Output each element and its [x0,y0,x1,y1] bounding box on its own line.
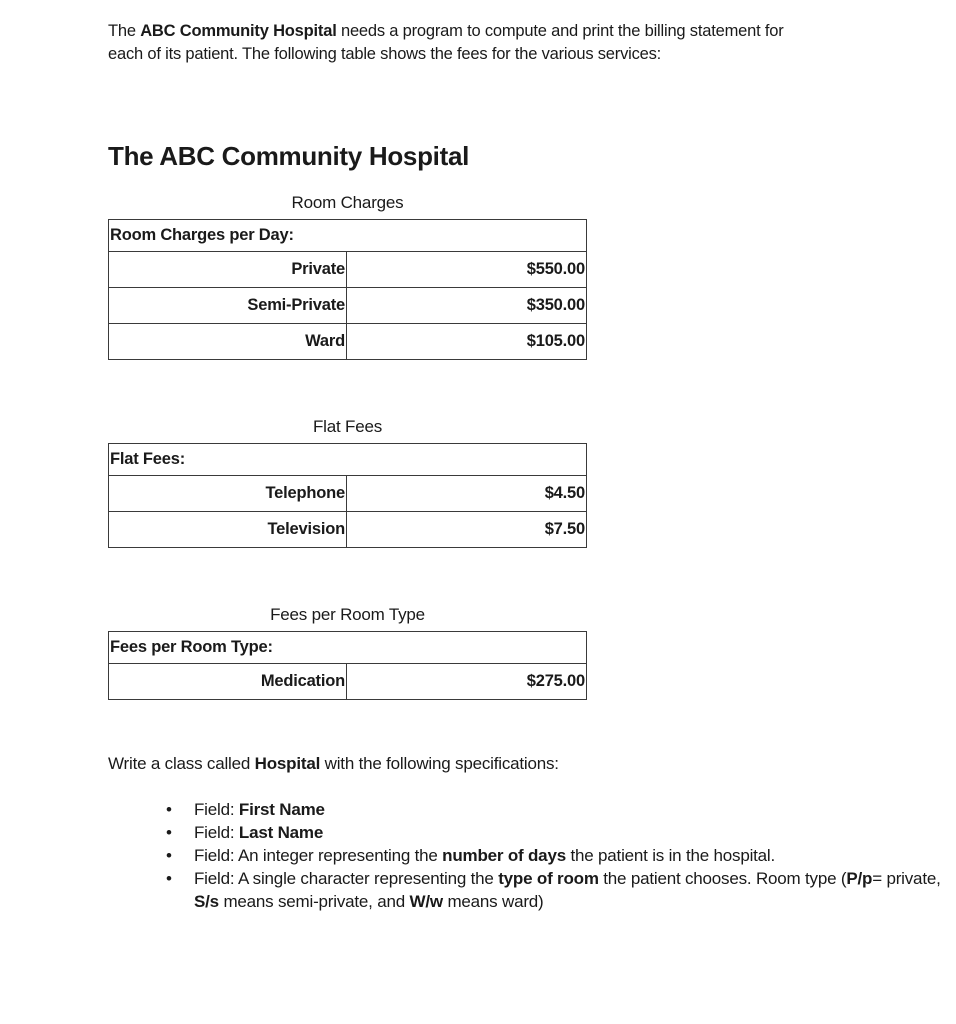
spec-intro-text-1: Write a class called [108,754,255,773]
room-charges-header: Room Charges per Day: [109,220,587,252]
bullet-icon: • [166,800,172,819]
bullet-icon: • [166,846,172,865]
room-rate-value: $350.00 [347,288,587,324]
page-title: The ABC Community Hospital [108,141,470,171]
flat-fees-caption: Flat Fees [312,417,383,436]
fee-value: $7.50 [347,512,587,548]
table-row [109,664,587,700]
bullet-icon: • [166,869,172,888]
list-item [166,821,954,844]
spec-item-bold: number of days [442,846,566,865]
bullet-icon: • [166,823,172,842]
list-item [166,867,954,913]
intro-paragraph [108,20,808,66]
spec-intro-text-2: with the following specifications: [320,754,559,773]
room-type-fees-table [108,631,587,700]
intro-text-1: The [108,22,141,40]
fee-label: Medication [109,664,347,700]
table-header-row [109,220,587,252]
intro-text-2: needs a program to compute and print the billing statement for each of its patient. The following table shows the fees for the various services: [108,22,784,63]
room-type-label: Ward [109,324,347,360]
spec-item-text: the patient chooses. Room type ( [598,869,847,888]
spec-item-bold: P/p [846,869,873,888]
table-row [109,288,587,324]
fee-value: $275.00 [347,664,587,700]
room-type-fees-header: Fees per Room Type: [109,632,587,664]
room-charges-table [108,219,587,360]
flat-fees-table [108,443,587,548]
room-type-label: Semi-Private [109,288,347,324]
room-charges-caption: Room Charges [291,193,404,212]
room-rate-value: $105.00 [347,324,587,360]
fee-label: Television [109,512,347,548]
room-type-label: Private [109,252,347,288]
fee-label: Telephone [109,476,347,512]
spec-intro [108,752,559,775]
intro-hospital-name: ABC Community Hospital [140,22,337,40]
list-item [166,798,954,821]
table-row [109,324,587,360]
flat-fees-header: Flat Fees: [109,444,587,476]
list-item [166,844,954,867]
room-rate-value: $550.00 [347,252,587,288]
spec-item-text: Field: [194,823,239,842]
spec-item-text: means ward) [442,892,544,911]
spec-item-text: = private, [872,869,941,888]
spec-item-bold: Last Name [238,823,324,842]
spec-list [108,798,954,913]
table-row [109,512,587,548]
spec-item-bold: First Name [238,800,325,819]
spec-item-bold: S/s [194,892,219,911]
spec-item-text: Field: [194,800,239,819]
fee-value: $4.50 [347,476,587,512]
spec-item-text: means semi-private, and [218,892,410,911]
spec-item-text: the patient is in the hospital. [565,846,776,865]
spec-item-bold: W/w [409,892,443,911]
spec-item-text: Field: An integer representing the [194,846,443,865]
spec-item-text: Field: A single character representing the [194,869,499,888]
spec-item-bold: type of room [498,869,599,888]
table-header-row [109,444,587,476]
room-type-fees-caption: Fees per Room Type [270,605,425,624]
spec-class-name: Hospital [254,754,321,773]
table-row [109,476,587,512]
table-header-row [109,632,587,664]
table-row [109,252,587,288]
